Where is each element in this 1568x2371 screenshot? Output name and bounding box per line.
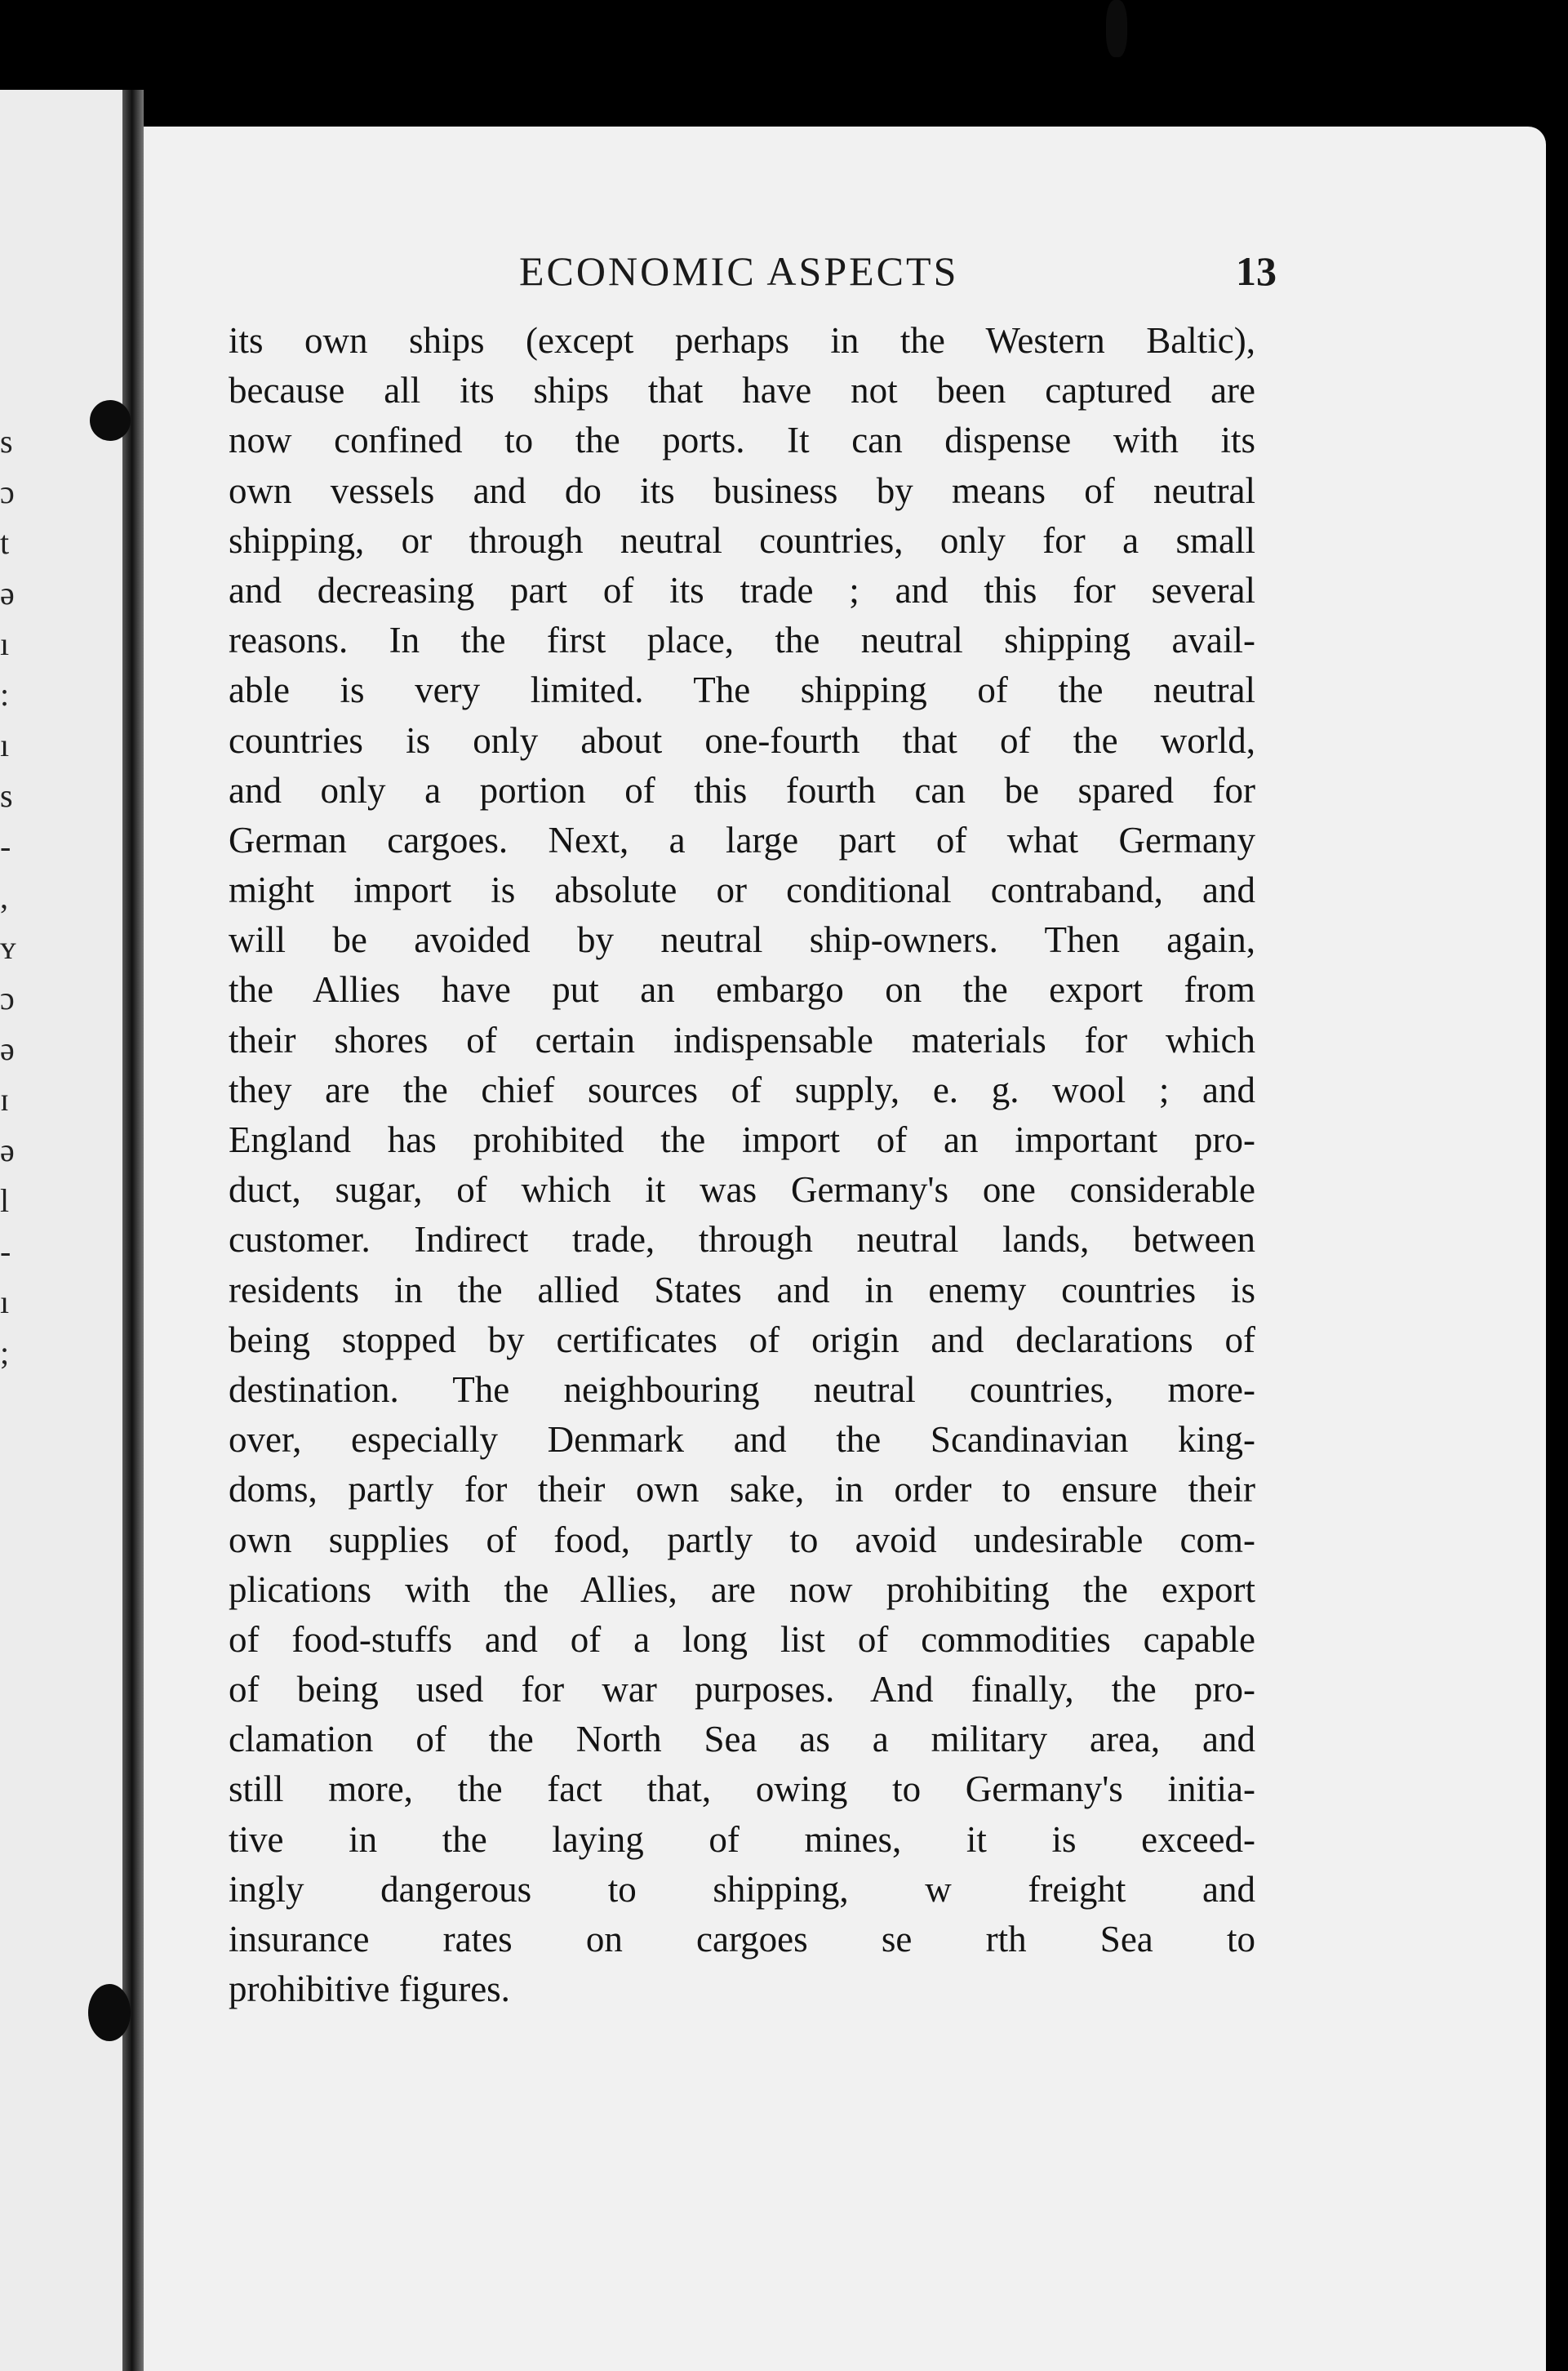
- facing-page-char: ʏ: [0, 929, 16, 966]
- facing-page-char: ɪ: [0, 1081, 10, 1118]
- facing-page-char: ,: [0, 879, 8, 915]
- facing-page-char: ə: [0, 1132, 15, 1168]
- text-line: of food-stuffs and of a long list of commodities capable: [229, 1618, 1255, 1660]
- facing-page-char: ;: [0, 1334, 10, 1371]
- text-line: residents in the allied States and in enemy countries is: [229, 1269, 1255, 1310]
- running-head: ECONOMIC ASPECTS: [519, 248, 959, 294]
- text-line: and decreasing part of its trade ; and this for several: [229, 569, 1255, 611]
- facing-page-char: -: [0, 1233, 11, 1270]
- facing-page-char: ı: [0, 727, 10, 763]
- text-line: of being used for war purposes. And finally, the pro-: [229, 1669, 1255, 1710]
- text-line: England has prohibited the import of an important pro-: [229, 1119, 1255, 1160]
- text-line: prohibitive figures.: [229, 1968, 510, 2010]
- facing-page-char: s: [0, 423, 13, 460]
- facing-page-margin-text: [0, 416, 24, 1378]
- text-line: being stopped by certificates of origin and declarations of: [229, 1319, 1255, 1360]
- facing-page-char: s: [0, 777, 13, 814]
- text-line: own vessels and do its business by means of neutral: [229, 469, 1255, 511]
- text-line: will be avoided by neutral ship-owners. Then again,: [229, 919, 1255, 961]
- text-line: clamation of the North Sea as a military area, and: [229, 1719, 1255, 1760]
- text-line: destination. The neighbouring neutral countries, more-: [229, 1368, 1255, 1410]
- facing-page-char: l: [0, 1182, 10, 1219]
- facing-page-char: ə: [0, 1030, 15, 1067]
- facing-page-char: ı: [0, 625, 10, 662]
- text-line: and only a portion of this fourth can be spared for: [229, 769, 1255, 811]
- text-line: their shores of certain indispensable materials for which: [229, 1019, 1255, 1061]
- facing-page-char: ı: [0, 1283, 10, 1320]
- text-line: they are the chief sources of supply, e. g. wool ; and: [229, 1069, 1255, 1110]
- text-line: over, especially Denmark and the Scandinavian king-: [229, 1419, 1255, 1461]
- text-line: because all its ships that have not been captured are: [229, 370, 1255, 411]
- text-line: shipping, or through neutral countries, only for a small: [229, 519, 1255, 561]
- facing-page-char: -: [0, 828, 11, 865]
- facing-page-char: ə: [0, 575, 15, 612]
- text-line: insurance rates on cargoes se rth Sea to: [229, 1919, 1255, 1960]
- page-header: [144, 247, 1546, 305]
- text-line: ingly dangerous to shipping, w freight and: [229, 1868, 1255, 1910]
- text-line: able is very limited. The shipping of the neutral: [229, 669, 1255, 711]
- facing-page-char: ɔ: [0, 980, 15, 1016]
- book-page: [144, 127, 1546, 2371]
- text-line: still more, the fact that, owing to Germany's initia-: [229, 1768, 1255, 1810]
- body-text: [229, 316, 1255, 2014]
- text-line: own supplies of food, partly to avoid undesirable com-: [229, 1519, 1255, 1560]
- text-line: reasons. In the first place, the neutral shipping avail-: [229, 620, 1255, 661]
- binding-mark-bottom: [88, 1984, 131, 2041]
- facing-page-char: ɔ: [0, 474, 15, 510]
- text-line: customer. Indirect trade, through neutral lands, between: [229, 1219, 1255, 1261]
- text-line: duct, sugar, of which it was Germany's one considerable: [229, 1169, 1255, 1211]
- top-smudge: [1106, 0, 1127, 57]
- text-line: its own ships (except perhaps in the Western Baltic),: [229, 320, 1255, 361]
- binding-mark-top: [90, 400, 131, 441]
- text-line: doms, partly for their own sake, in order to ensure their: [229, 1469, 1255, 1510]
- text-line: tive in the laying of mines, it is exceed-: [229, 1818, 1255, 1860]
- page-number: 13: [1236, 248, 1277, 294]
- text-line: German cargoes. Next, a large part of what Germany: [229, 819, 1255, 861]
- text-line: now confined to the ports. It can dispense with its: [229, 420, 1255, 461]
- text-line: countries is only about one-fourth that of the world,: [229, 719, 1255, 761]
- text-line: might import is absolute or conditional contraband, and: [229, 870, 1255, 911]
- facing-page-char: t: [0, 524, 10, 561]
- text-line: the Allies have put an embargo on the export from: [229, 969, 1255, 1011]
- facing-page-char: :: [0, 676, 10, 713]
- text-line: plications with the Allies, are now prohibiting the export: [229, 1568, 1255, 1610]
